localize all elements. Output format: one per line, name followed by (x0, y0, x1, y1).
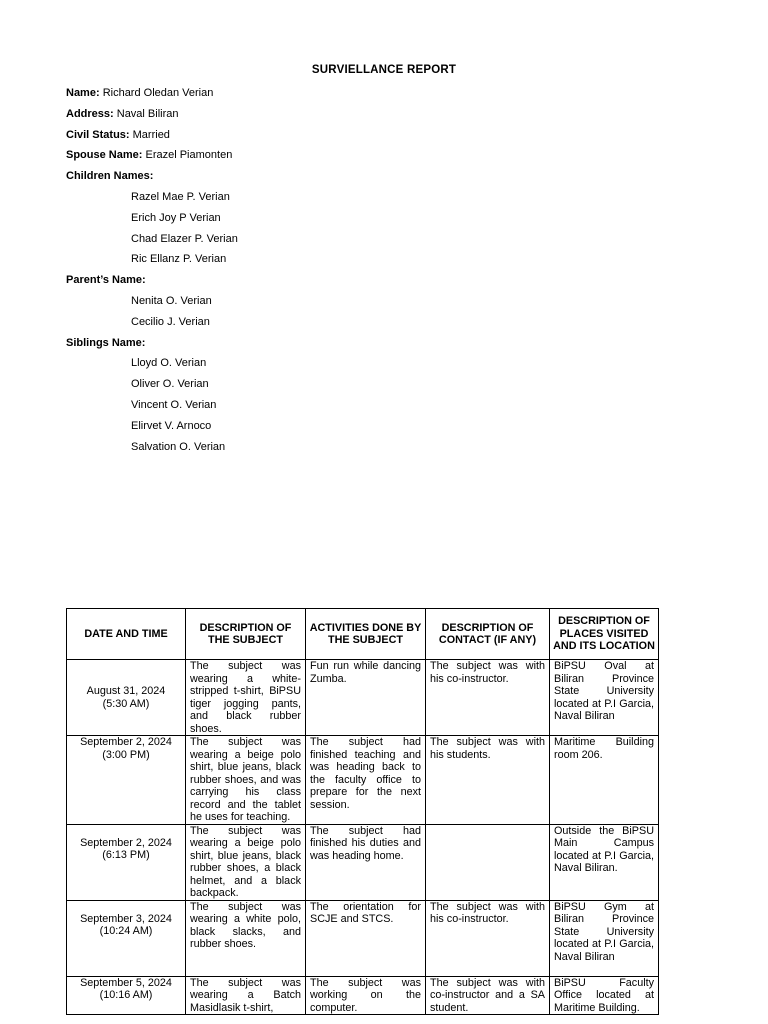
table-row (67, 736, 659, 825)
field-value: Married (132, 128, 170, 141)
activities-cell: The subject had finished his duties and was heading home. (306, 824, 426, 900)
header-contact: DESCRIPTION OF CONTACT (IF ANY) (426, 609, 550, 660)
contact-cell: The subject was with co-instructor and a SA student. (426, 976, 550, 1015)
header-places: DESCRIPTION OF PLACES VISITED AND ITS LOCATION (550, 609, 659, 660)
places-cell: BiPSU Gym at Biliran Province State University located at P.I Garcia, Naval Biliran (550, 900, 659, 976)
surveillance-table (66, 608, 659, 1015)
contact-cell: The subject was with his students. (426, 736, 550, 825)
table-row (67, 976, 659, 1015)
subject-cell: The subject was wearing a beige polo shirt, blue jeans, black rubber shoes, and was carrying his class record and the tablet he uses for teaching. (186, 736, 306, 825)
field-label: Civil Status: (66, 128, 130, 141)
field-civil-status (66, 126, 238, 147)
subject-cell: The subject was wearing a white-stripped t-shirt, BiPSU tiger jogging pants, and black rubber shoes. (186, 660, 306, 736)
table-row (67, 824, 659, 900)
field-label: Name: (66, 87, 100, 99)
date: August 31, 2024 (86, 685, 166, 697)
date-cell (67, 976, 186, 1015)
parent-name: Nenita O. Verian (131, 294, 212, 307)
activities-cell: Fun run while dancing Zumba. (306, 660, 426, 736)
report-title: SURVIELLANCE REPORT (311, 64, 457, 76)
children-heading: Children Names: (66, 170, 154, 183)
field-value: Richard Oledan Verian (102, 87, 214, 99)
siblings-heading: Siblings Name: (66, 336, 146, 349)
sibling-name: Vincent O. Verian (131, 398, 217, 411)
field-name (66, 84, 238, 105)
places-cell: Outside the BiPSU Main Campus located at P.I Garcia, Naval Biliran. (550, 824, 659, 900)
time: (5:30 AM) (102, 697, 150, 710)
date-cell (67, 660, 186, 736)
sibling-name: Lloyd O. Verian (131, 357, 207, 370)
subject-cell: The subject was wearing a white polo, black slacks, and rubber shoes. (186, 900, 306, 976)
sibling-name: Oliver O. Verian (131, 378, 209, 391)
child-name: Ric Ellanz P. Verian (131, 253, 227, 266)
sibling-name: Salvation O. Verian (131, 440, 226, 453)
date: September 3, 2024 (80, 912, 172, 925)
contact-cell: The subject was with his co-instructor. (426, 900, 550, 976)
field-value: Erazel Piamonten (145, 149, 233, 162)
activities-cell: The orientation for SCJE and STCS. (306, 900, 426, 976)
places-cell: BiPSU Faculty Office located at Maritime Building. (550, 976, 659, 1015)
header-activities: ACTIVITIES DONE BY THE SUBJECT (306, 609, 426, 660)
child-name: Chad Elazer P. Verian (131, 232, 238, 245)
table-row (67, 660, 659, 736)
parents-heading: Parent’s Name: (66, 274, 146, 287)
subject-info (66, 84, 238, 458)
sibling-name: Elirvet V. Arnoco (131, 419, 212, 432)
table-row (67, 900, 659, 976)
table-header-row (67, 609, 659, 660)
time: (6:13 PM) (102, 849, 150, 861)
child-name: Erich Joy P Verian (131, 211, 221, 224)
date-cell (67, 824, 186, 900)
field-value: Naval Biliran (116, 107, 179, 120)
header-date-time: DATE AND TIME (67, 609, 186, 660)
date: September 2, 2024 (80, 736, 172, 748)
activities-cell: The subject was working on the computer. (306, 976, 426, 1015)
field-label: Spouse Name: (66, 149, 143, 162)
field-spouse-name (66, 146, 238, 167)
subject-cell: The subject was wearing a Batch Masidlasik t-shirt, (186, 976, 306, 1015)
date-cell (67, 900, 186, 976)
date-cell (67, 736, 186, 825)
subject-cell: The subject was wearing a beige polo shirt, blue jeans, black rubber shoes, a black helmet, and a black backpack. (186, 824, 306, 900)
date: September 2, 2024 (80, 836, 172, 849)
contact-cell (426, 824, 550, 900)
parent-name: Cecilio J. Verian (131, 315, 210, 328)
places-cell: BiPSU Oval at Biliran Province State University located at P.I Garcia, Naval Biliran (550, 660, 659, 736)
places-cell: Maritime Building room 206. (550, 736, 659, 825)
date: September 5, 2024 (80, 976, 172, 989)
contact-cell: The subject was with his co-instructor. (426, 660, 550, 736)
child-name: Razel Mae P. Verian (131, 190, 230, 203)
time: (10:16 AM) (99, 989, 153, 1001)
activities-cell: The subject had finished teaching and was heading back to the faculty office to prepare for the next session. (306, 736, 426, 825)
time: (3:00 PM) (102, 748, 150, 761)
field-address (66, 105, 238, 126)
time: (10:24 AM) (99, 925, 153, 937)
field-label: Address: (66, 107, 114, 120)
header-subject-description: DESCRIPTION OF THE SUBJECT (186, 609, 306, 660)
